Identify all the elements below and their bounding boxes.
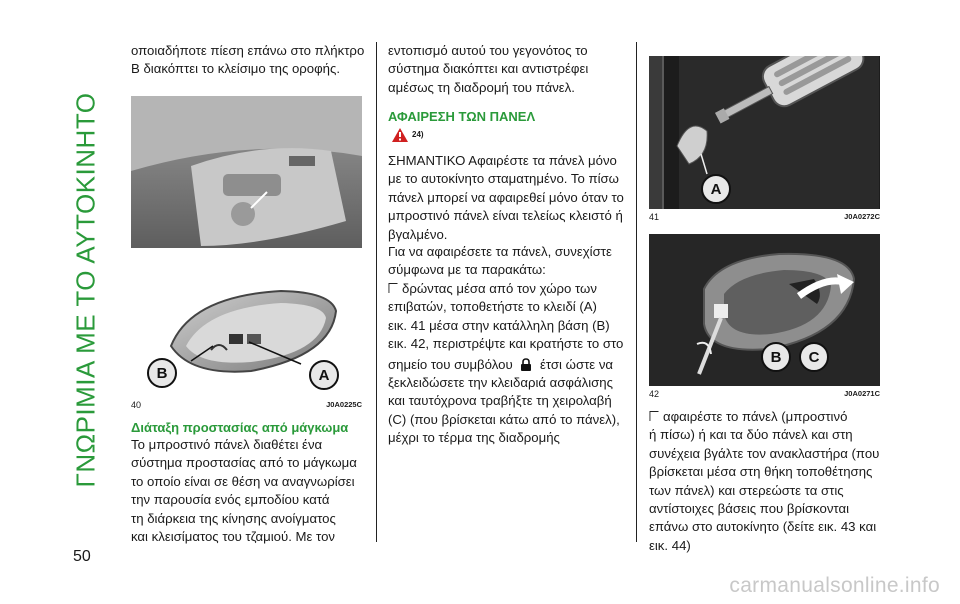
figure-number: 41 [649,212,660,222]
section-heading: ΑΦΑΙΡΕΣΗ ΤΩΝ ΠΑΝΕΛ [388,109,536,124]
text-line: και κλεισίματος του τζαμιού. Με τον [131,529,336,545]
text-line: ή πίσω) ή και τα δύο πάνελ και στη [649,427,853,443]
text-line: εικ. 42, περιστρέψτε και κρατήστε το στο [388,336,624,352]
text-span: σημείο του συμβόλου [388,356,513,372]
col1-body [131,436,371,546]
text-line: και ταυτόχρονα τραβήξτε τη χειρολαβή [388,393,612,409]
figure-41-caption [649,212,880,222]
text-line: το οποίο είναι σε θέση να αναγνωρίσει [131,473,355,489]
text-line [649,408,889,426]
text-line [388,356,633,374]
col2-important [388,152,633,244]
column-divider [376,42,377,542]
text-line: συνέχεια βγάλτε τον ανακλαστήρα (που [649,445,880,461]
text-line: (C) (που βρίσκεται κάτω από το πάνελ), [388,411,620,427]
col2-steps [388,243,633,280]
text-line: οποιαδήποτε πίεση επάνω στο πλήκτρο [131,43,365,58]
bullet-icon [650,411,659,421]
column-divider [636,42,637,542]
text-line: βγαλμένο. [388,226,448,242]
overhead-console-illustration [131,96,362,397]
text-line: αμέσως τη διαδρομή του πάνελ. [388,79,575,95]
text-line: μέχρι το τέρμα της διαδρομής [388,430,560,446]
section-title-text: ΓΝΩΡΙΜΙΑ ΜΕ ΤΟ ΑΥΤΟΚΙΝΗΤΟ [70,92,101,488]
col2-bullet-1 [388,280,633,448]
warning-ref-number: 24) [412,130,424,139]
callout-a: A [701,174,731,204]
text-line: αντίστοιχες βάσεις που βρίσκονται [649,501,849,517]
lock-icon [520,358,532,371]
callout-a: A [309,360,339,390]
figure-code: J0A0271C [844,389,880,398]
text-line [388,280,633,298]
figure-42-image [649,234,880,386]
text-line: εικ. 41 μέσα στην κατάλληλη βάση (B) [388,317,610,333]
figure-40-caption [131,400,362,410]
text-line: βρίσκεται μέσα στη θήκη τοποθέτησης [649,464,873,480]
bullet-icon [389,283,398,293]
text-line: εντοπισμό αυτού του γεγονότος το [388,43,588,58]
figure-code: J0A0272C [844,212,880,221]
text-line: πάνελ μπορεί να αφαιρεθεί μόνο όταν το [388,189,624,205]
figure-42-caption [649,389,880,399]
figure-number: 40 [131,400,142,410]
text-line: ΣΗΜΑΝΤΙΚΟ Αφαιρέστε τα πάνελ μόνο [388,153,617,168]
figure-40-image [131,96,362,397]
warning-triangle-icon [392,128,408,142]
text-span: δρώντας μέσα από τον χώρο των [402,281,597,296]
callout-b: B [147,358,177,388]
text-line: επάνω στο αυτοκίνητο (δείτε εικ. 43 και [649,519,877,535]
vertical-section-title [58,40,114,540]
text-line: με το αυτοκίνητο σταματημένο. Το πίσω [388,171,619,187]
text-span: έτσι ώστε να [540,356,614,372]
figure-41-image [649,56,880,209]
key-in-slot-illustration [649,56,880,209]
text-line: των πάνελ) και στερεώστε τα στις [649,482,844,498]
text-line: την παρουσία ενός εμποδίου κατά [131,492,330,508]
text-span: αφαιρέστε το πάνελ (μπροστινό [663,409,848,424]
text-line: επιβατών, τοποθετήστε το κλειδί (A) [388,299,597,315]
col1-intro [131,42,371,79]
text-line: μπροστινό πάνελ είναι τελείως κλειστό ή [388,208,623,224]
warning-reference [392,128,424,142]
text-line: σύμφωνα με τα παρακάτω: [388,262,546,278]
figure-number: 42 [649,389,660,399]
text-line: σύστημα διακόπτει και αντιστρέφει [388,61,589,77]
text-line: τη διάρκεια της κίνησης ανοίγματος [131,510,336,526]
watermark: carmanualsonline.info [729,574,940,597]
section-heading: Διάταξη προστασίας από μάγκωμα [131,420,349,435]
figure-code: J0A0225C [326,400,362,409]
text-line: Το μπροστινό πάνελ διαθέτει ένα [131,437,323,452]
callout-b: B [761,342,791,372]
text-line: Β διακόπτει το κλείσιμο της οροφής. [131,61,341,77]
col2-intro [388,42,633,97]
text-line: σύστημα προστασίας από το μάγκωμα [131,455,357,471]
col3-bullet-2 [649,408,889,555]
page-number: 50 [73,548,91,565]
text-line: Για να αφαιρέσετε τα πάνελ, συνεχίστε [388,244,612,259]
callout-c: C [799,342,829,372]
text-line: εικ. 44) [649,537,691,553]
text-line: ξεκλειδώσετε την κλειδαριά ασφάλισης [388,375,613,391]
